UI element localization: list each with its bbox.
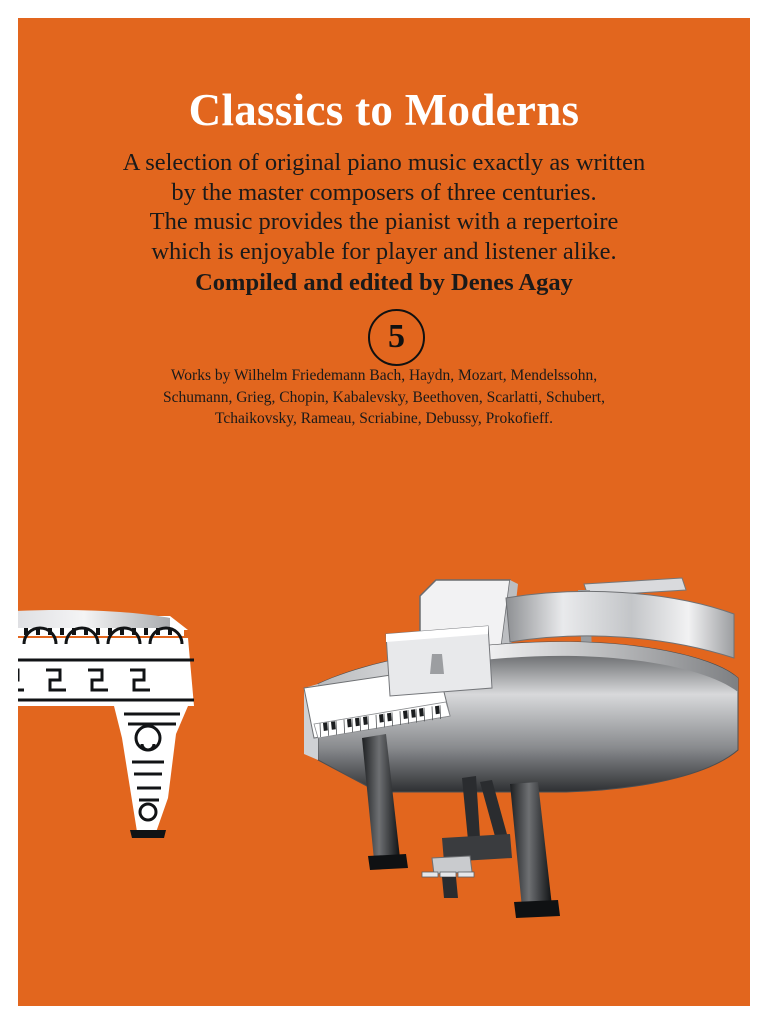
subtitle-line: by the master composers of three centuries. <box>171 178 597 206</box>
subtitle-line: A selection of original piano music exactly as written <box>122 149 646 176</box>
subtitle-line: which is enjoyable for player and listener alike. <box>151 237 617 265</box>
main-grand-piano <box>304 578 738 918</box>
works-line: Works by Wilhelm Friedemann Bach, Haydn, Mozart, Mendelssohn, <box>170 367 598 384</box>
works-line: Tchaikovsky, Rameau, Scriabine, Debussy, Prokofieff. <box>215 410 553 427</box>
second-piano-partial <box>18 610 194 838</box>
works-line: Schumann, Grieg, Chopin, Kabalevsky, Beethoven, Scarlatti, Schubert, <box>163 388 605 406</box>
page-title: Classics to Moderns <box>188 85 580 135</box>
editor-credit: Compiled and edited by Denes Agay <box>195 269 573 296</box>
volume-number-badge: 5 <box>368 309 425 366</box>
grand-piano-illustration <box>18 538 750 1006</box>
subtitle-line: The music provides the pianist with a repertoire <box>149 208 619 235</box>
cover-subtitle <box>18 148 750 298</box>
book-cover <box>18 18 750 1006</box>
works-list <box>18 365 750 430</box>
